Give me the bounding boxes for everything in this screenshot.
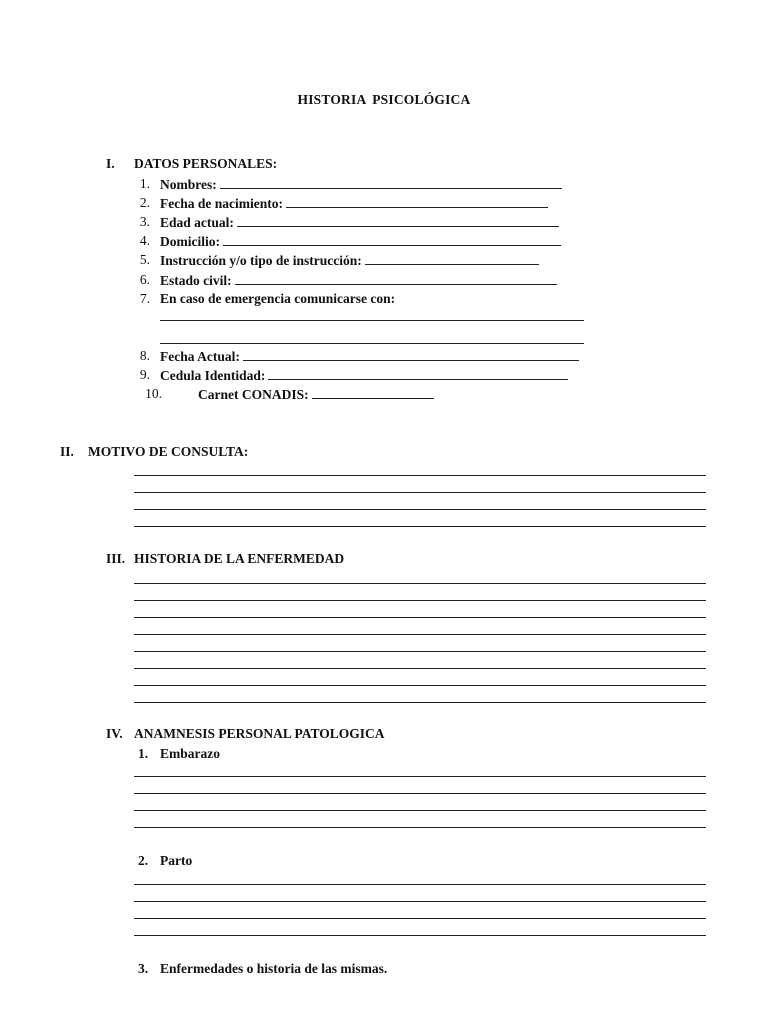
fecha-nacimiento-field[interactable] xyxy=(286,195,548,208)
estado-civil-field[interactable] xyxy=(235,272,557,285)
item-10-number: 10. xyxy=(145,386,162,401)
item-3-number: 3. xyxy=(139,214,150,229)
subitem-1-number: 1. xyxy=(138,746,149,761)
item-5-label: Instrucción y/o tipo de instrucción: xyxy=(160,253,362,268)
item-5-row xyxy=(160,252,539,269)
item-9-number: 9. xyxy=(139,367,150,382)
section-3-number: III. xyxy=(106,551,126,566)
historia-line-1[interactable] xyxy=(134,583,706,584)
item-9-label: Cedula Identidad: xyxy=(160,368,266,383)
item-1-number: 1. xyxy=(139,176,150,191)
emergencia-contact-line-2[interactable] xyxy=(160,343,584,344)
section-4-number: IV. xyxy=(106,726,123,741)
section-2-heading: MOTIVO DE CONSULTA: xyxy=(88,444,249,459)
parto-line-4[interactable] xyxy=(134,935,706,936)
cedula-identidad-field[interactable] xyxy=(268,367,568,380)
historia-line-4[interactable] xyxy=(134,634,706,635)
item-7-number: 7. xyxy=(139,291,150,306)
subitem-2-number: 2. xyxy=(138,853,149,868)
item-8-number: 8. xyxy=(139,348,150,363)
item-4-row xyxy=(160,233,561,250)
item-6-label: Estado civil: xyxy=(160,273,232,288)
item-2-label: Fecha de nacimiento: xyxy=(160,196,283,211)
embarazo-line-2[interactable] xyxy=(134,793,706,794)
item-3-label: Edad actual: xyxy=(160,215,234,230)
motivo-line-3[interactable] xyxy=(134,509,706,510)
item-1-label: Nombres: xyxy=(160,177,217,192)
item-9-row xyxy=(160,367,568,384)
historia-line-3[interactable] xyxy=(134,617,706,618)
motivo-line-1[interactable] xyxy=(134,475,706,476)
section-1-number: I. xyxy=(106,156,115,171)
item-4-label: Domicilio: xyxy=(160,234,220,249)
item-6-number: 6. xyxy=(139,272,150,287)
instruccion-field[interactable] xyxy=(365,252,539,265)
item-10-label: Carnet CONADIS: xyxy=(198,387,309,402)
domicilio-field[interactable] xyxy=(223,233,561,246)
historia-line-6[interactable] xyxy=(134,668,706,669)
motivo-line-2[interactable] xyxy=(134,492,706,493)
subitem-2-label: Parto xyxy=(160,853,193,868)
item-3-row xyxy=(160,214,559,231)
nombres-field[interactable] xyxy=(220,176,562,189)
carnet-conadis-field[interactable] xyxy=(312,386,434,399)
historia-line-5[interactable] xyxy=(134,651,706,652)
item-4-number: 4. xyxy=(139,233,150,248)
fecha-actual-field[interactable] xyxy=(243,348,579,361)
item-8-row xyxy=(160,348,579,365)
item-10-row xyxy=(198,386,434,403)
item-8-label: Fecha Actual: xyxy=(160,349,240,364)
parto-line-2[interactable] xyxy=(134,901,706,902)
historia-line-2[interactable] xyxy=(134,600,706,601)
parto-line-3[interactable] xyxy=(134,918,706,919)
embarazo-line-4[interactable] xyxy=(134,827,706,828)
emergencia-contact-line-1[interactable] xyxy=(160,320,584,321)
item-7-label: En caso de emergencia comunicarse con: xyxy=(160,291,396,306)
section-4-heading: ANAMNESIS PERSONAL PATOLOGICA xyxy=(134,726,385,741)
subitem-1-label: Embarazo xyxy=(160,746,220,761)
embarazo-line-1[interactable] xyxy=(134,776,706,777)
motivo-line-4[interactable] xyxy=(134,526,706,527)
historia-line-8[interactable] xyxy=(134,702,706,703)
item-1-row xyxy=(160,176,562,193)
item-2-row xyxy=(160,195,548,212)
item-5-number: 5. xyxy=(139,252,150,267)
document-title: HISTORIA PSICOLÓGICA xyxy=(297,92,471,107)
section-1-heading: DATOS PERSONALES: xyxy=(134,156,278,171)
embarazo-line-3[interactable] xyxy=(134,810,706,811)
historia-line-7[interactable] xyxy=(134,685,706,686)
section-3-heading: HISTORIA DE LA ENFERMEDAD xyxy=(134,551,345,566)
section-2-number: II. xyxy=(60,444,74,459)
edad-actual-field[interactable] xyxy=(237,214,559,227)
subitem-3-number: 3. xyxy=(138,961,149,976)
item-6-row xyxy=(160,272,557,289)
subitem-3-label: Enfermedades o historia de las mismas. xyxy=(160,961,388,976)
parto-line-1[interactable] xyxy=(134,884,706,885)
item-2-number: 2. xyxy=(139,195,150,210)
